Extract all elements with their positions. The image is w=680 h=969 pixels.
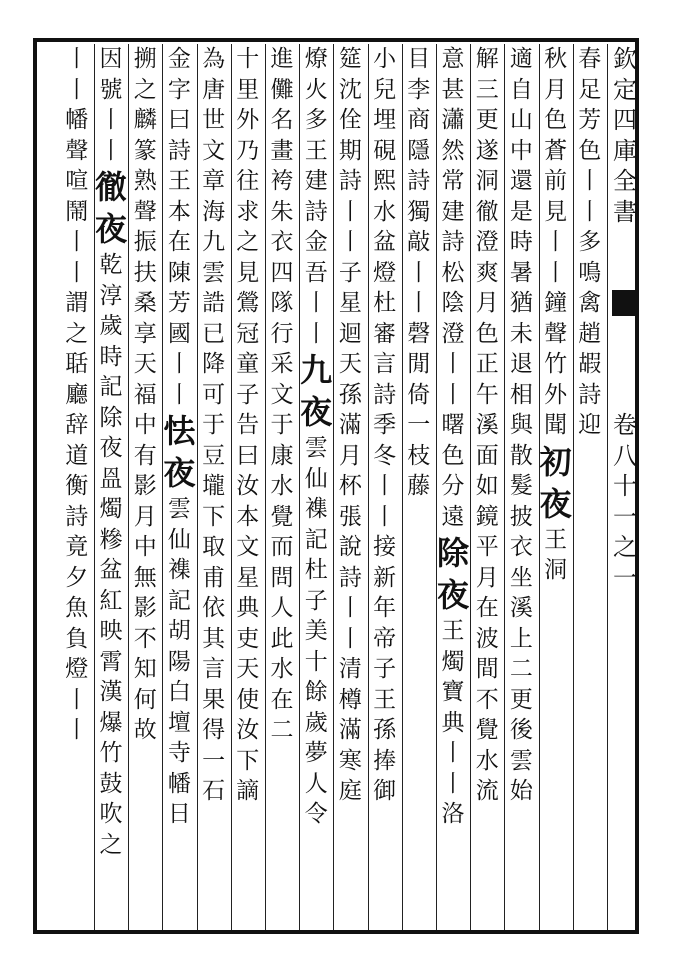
text-column: 小 兒 埋 硯 熙 水 盆 燈 杜 審 言 詩 季 冬 丨 丨 接 新 年 帝 子 王 孫 捧 御 xyxy=(373,46,397,804)
column-rule xyxy=(504,44,505,930)
text-column: 為 唐 世 文 章 海 九 雲 誥 已 降 可 于 豆 壠 下 取 甫 依 其 言 果 得 一 石 xyxy=(202,46,226,804)
column-rule xyxy=(162,44,163,930)
text-column: 金 字 曰 詩 王 本 在 陳 芳 國 丨 丨 怯 夜 雲 仙 襍 記 胡 陽 白 壇 寺 幡 日 xyxy=(163,46,196,827)
running-header-title: 欽 定 四 庫 全 書 xyxy=(613,45,637,226)
column-rule xyxy=(265,44,266,930)
column-rule xyxy=(368,44,369,930)
column-rule xyxy=(607,44,608,930)
text-column: 意 甚 瀟 然 常 建 詩 松 陰 澄 丨 丨 曙 色 分 遠 除 夜 王 燭 寶 典 丨 丨 洛 xyxy=(436,46,469,827)
text-column: 解 三 更 遂 洞 徹 澄 爽 月 色 正 午 溪 面 如 鏡 平 月 在 波 間 不 覺 水 流 xyxy=(475,46,499,804)
column-rule xyxy=(470,44,471,930)
text-column: 秋 月 色 蒼 前 見 丨 丨 鐘 聲 竹 外 聞 初 夜 王 洞 xyxy=(539,46,572,583)
text-column: 搠 之 麟 篆 熟 聲 振 扶 桑 享 天 福 中 有 影 月 中 無 影 不 知 何 故 xyxy=(133,46,157,743)
column-rule xyxy=(573,44,574,930)
column-rule xyxy=(231,44,232,930)
column-rule xyxy=(128,44,129,930)
text-column: 十 里 外 乃 往 求 之 見 鶯 冠 童 子 告 曰 汝 本 文 星 典 吏 天 使 汝 下 謫 xyxy=(236,46,260,804)
running-header-volume: 卷 八 十 一 之 一 xyxy=(613,411,637,592)
column-rule xyxy=(402,44,403,930)
text-column: 適 自 山 中 還 是 時 暑 猶 未 退 相 與 散 髮 披 衣 坐 溪 上 二 更 後 雲 始 xyxy=(509,46,533,804)
text-column: 筵 沈 佺 期 詩 丨 丨 子 星 迴 天 孫 滿 月 杯 張 說 詩 丨 丨 清 樽 滿 寒 庭 xyxy=(338,46,362,804)
text-column: 燎 火 多 王 建 詩 金 吾 丨 丨 九 夜 雲 仙 襍 記 杜 子 美 十 餘 歲 夢 人 令 xyxy=(300,46,333,827)
column-rule xyxy=(436,44,437,930)
text-column: 進 儺 名 畫 袴 朱 衣 四 隊 行 采 文 于 康 水 覺 而 問 人 此 水 在 二 xyxy=(270,46,294,743)
text-column: 丨 丨 幡 聲 喧 鬧 丨 丨 謂 之 聒 廳 辞 道 衡 詩 竟 夕 魚 負 燈 丨 丨 xyxy=(65,46,89,743)
text-column: 春 足 芳 色 丨 丨 多 鳴 禽 趙 嘏 詩 迎 xyxy=(578,46,602,438)
column-rule xyxy=(333,44,334,930)
column-rule xyxy=(539,44,540,930)
text-column: 目 李 商 隱 詩 獨 敲 丨 丨 磬 閒 倚 一 枝 藤 xyxy=(407,46,431,499)
column-rule xyxy=(197,44,198,930)
column-rule xyxy=(94,44,95,930)
text-column: 因 號 丨 丨 徹 夜 乾 淳 歲 時 記 除 夜 𥁕 燭 糝 盆 紅 映 霄 漢 爆 竹 鼓 吹 之 xyxy=(94,46,127,858)
edge-tab-mark xyxy=(612,290,638,316)
column-rule xyxy=(299,44,300,930)
